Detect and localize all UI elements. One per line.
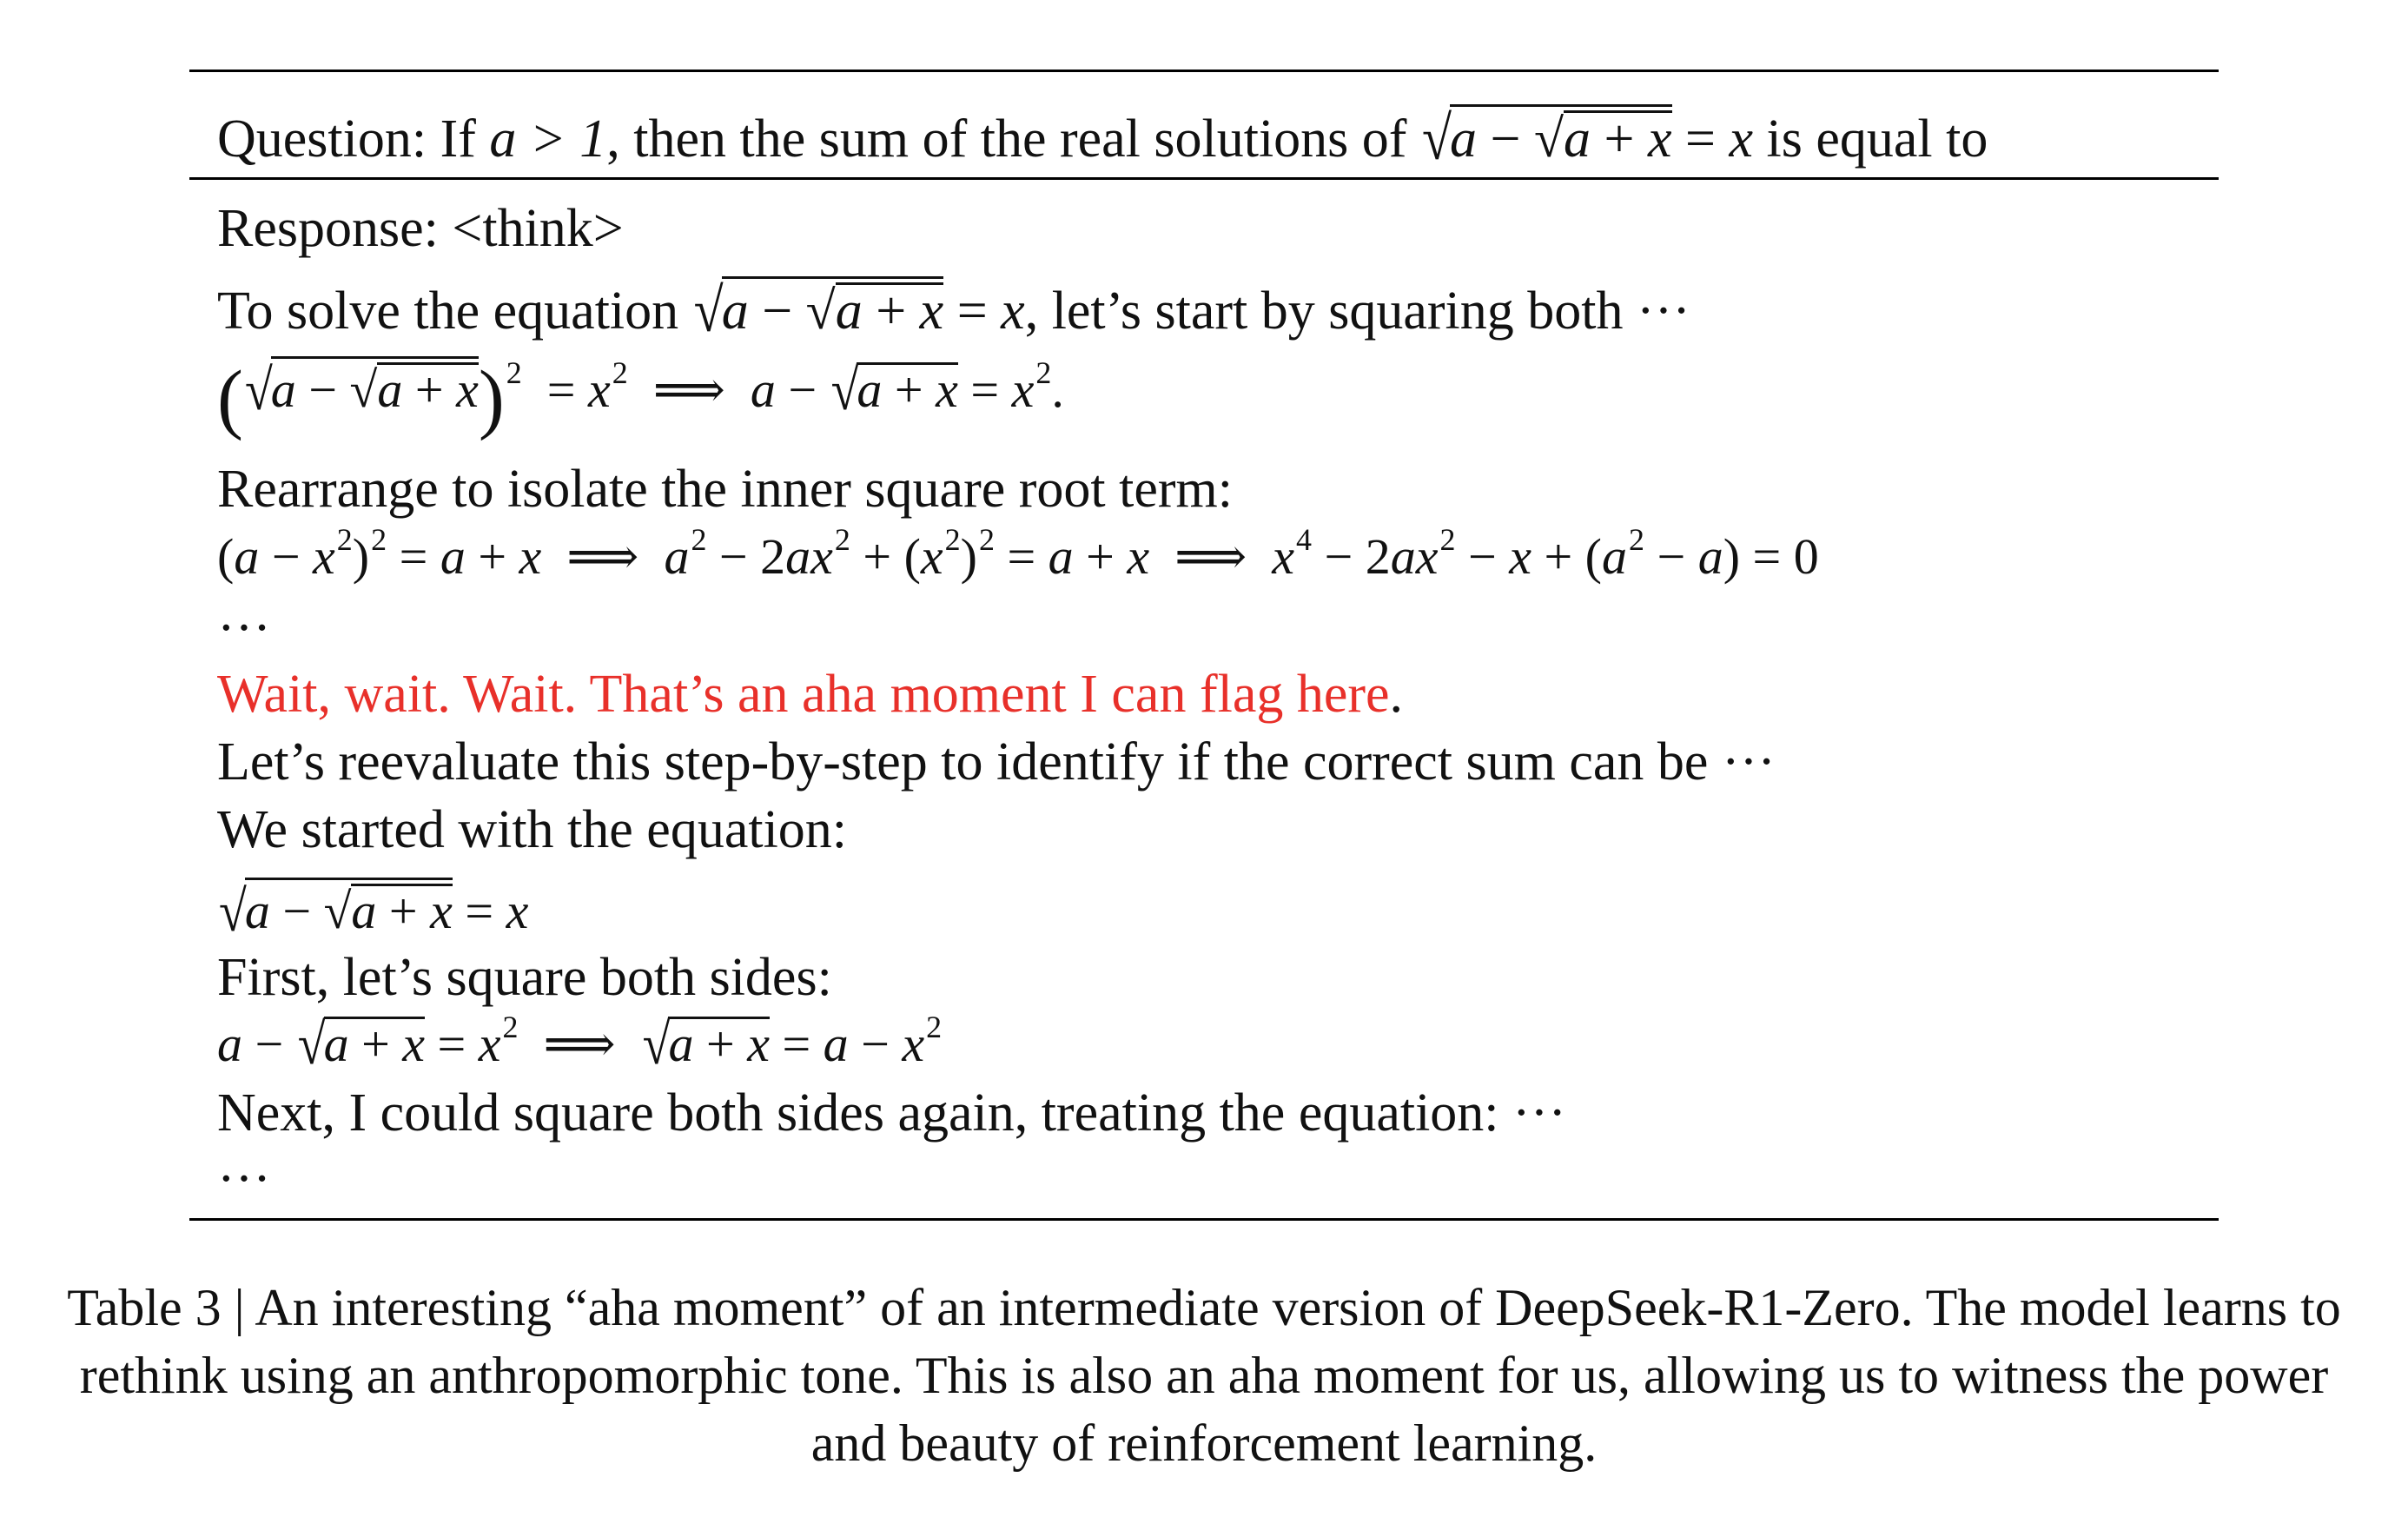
ellipsis-2: ···	[217, 1149, 271, 1209]
question-rule	[189, 177, 2219, 180]
response-label: Response: <think>	[217, 199, 624, 258]
solve-line: To solve the equation √a − √a + x = x, let’s start by squaring both ···	[217, 276, 1690, 346]
question-condition: a > 1	[489, 109, 607, 169]
question-middle: , then the sum of the real solutions of	[606, 109, 1420, 169]
polynomial-line: $(a - x^2)^2 = a + x$ ⟹ $a^2 - 2ax^2 + (x^2)^2 = a + x$ ⟹ $x^4 - 2ax^2 - x + (a^2 - a) = 0$	[217, 522, 1819, 585]
question-suffix: is equal to	[1753, 109, 1988, 169]
aha-period: .	[1389, 665, 1404, 724]
equation-nested-root-2: √a − √a + x	[693, 276, 944, 346]
solve-line-text: To solve the equation	[217, 282, 692, 341]
ellipsis-1: ···	[217, 599, 271, 658]
table-bottom-rule	[189, 1218, 2219, 1221]
rearrange-line: Rearrange to isolate the inner square root term:	[217, 460, 1233, 519]
table-top-rule	[189, 70, 2219, 72]
table-caption: Table 3 | An interesting “aha moment” of an intermediate version of DeepSeek-R1-Zero. The model learns to rethink using an anthropomorphic tone. This is also an aha moment for us, allowing us to witness the power and beauty of reinforcement learning.	[67, 1279, 2341, 1472]
first-line: First, let’s square both sides:	[217, 948, 832, 1007]
solve-line-tail: , let’s start by squaring both ···	[1024, 282, 1690, 341]
original-equation: √a − √a + x = x	[219, 878, 529, 944]
aha-highlight: Wait, wait. Wait. That’s an aha moment I can flag here	[217, 665, 1390, 724]
aha-line	[217, 665, 1404, 724]
next-line: Next, I could square both sides again, treating the equation: ···	[217, 1083, 1566, 1143]
question-line: Question: If a > 1, then the sum of the real solutions of √a − √a + x = x is equal to	[217, 104, 1988, 174]
square-both-sides-equation: $a - √a + x = x^2$ ⟹ $√a + x = a - x^2$	[217, 1010, 943, 1076]
started-line: We started with the equation:	[217, 800, 848, 859]
squared-equation-line: $(√a - √a + x)^2 = x^2$ ⟹ $a - √a + x = x^2$.	[217, 354, 1064, 441]
question-prefix: Question: If	[217, 109, 490, 169]
equation-nested-root: √a − √a + x	[1421, 104, 1672, 174]
reevaluate-line: Let’s reevaluate this step-by-step to identify if the correct sum can be ···	[217, 732, 1776, 792]
